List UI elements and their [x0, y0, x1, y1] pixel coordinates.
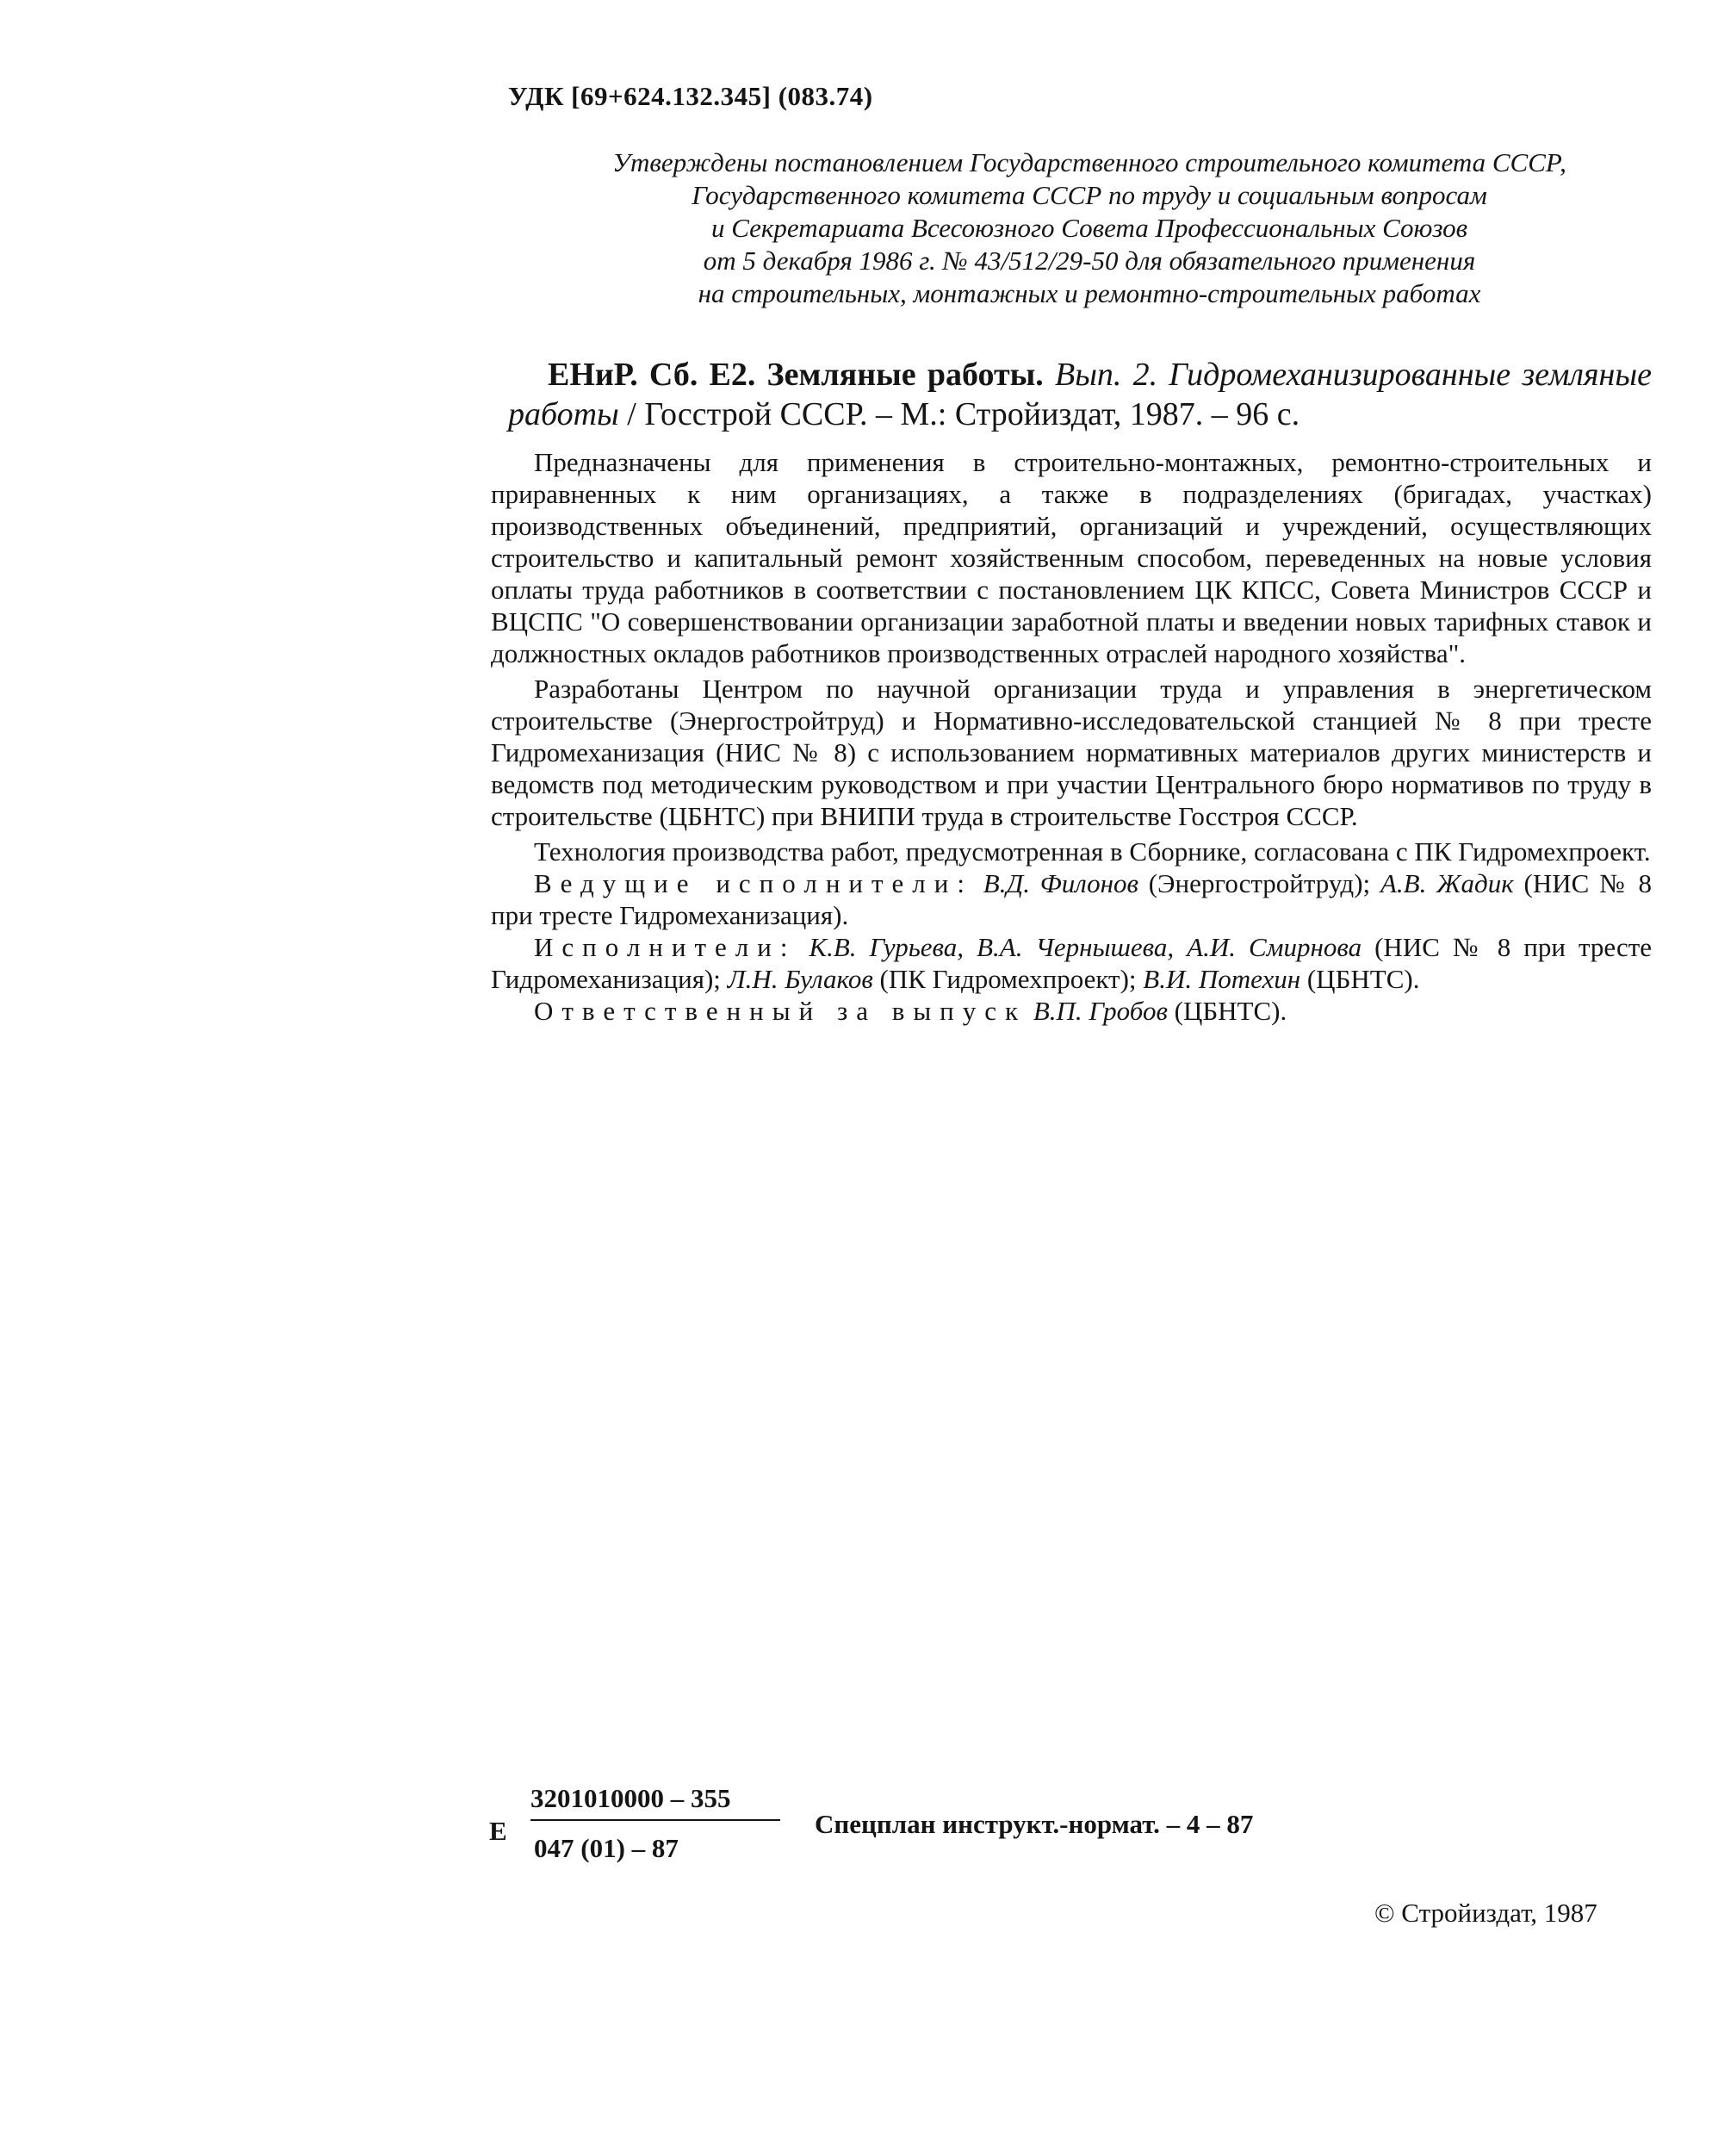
bibliographic-publisher: / Госстрой СССР. – М.: Стройиздат, 1987. – 96 с.	[627, 396, 1300, 432]
copyright-notice: © Стройиздат, 1987	[1374, 1898, 1597, 1928]
bibliographic-issue: Вып. 2. Гидромеханизированные земляные работы	[508, 357, 1653, 432]
executor-org: (НИС № 8 при тресте Гидромеханизация);	[491, 932, 1653, 994]
executors-paragraph	[491, 931, 1652, 995]
catalog-denominator: 047 (01) – 87	[534, 1833, 679, 1863]
executor-name: Л.Н. Булаков	[727, 964, 873, 994]
approval-statement	[517, 146, 1662, 310]
lead-executor-name: В.Д. Филонов	[983, 868, 1138, 898]
lead-executor-name: А.В. Жадик	[1380, 868, 1514, 898]
approval-line: и Секретариата Всесоюзного Совета Профессиональных Союзов	[710, 213, 1468, 243]
executor-names: К.В. Гурьева, В.А. Чернышева, А.И. Смирнова	[809, 932, 1362, 962]
technology-paragraph: Технология производства работ, предусмотренная в Сборнике, согласована с ПК Гидромехпроект.	[534, 836, 1651, 867]
approval-line: на строительных, монтажных и ремонтно-строительных работах	[698, 278, 1481, 308]
responsible-paragraph	[491, 995, 1652, 1027]
developers-paragraph: Разработаны Центром по научной организации труда и управления в энергетическом строительстве (Энергостройтруд) и Нормативно-исследовательской станцией № 8 при тресте Гидромеханизация (НИС № 8) с использованием нормативных материалов других министерств и ведомств под методическим руководством и при участии Центрального бюро нормативов по труду в строительстве (ЦБНТС) при ВНИПИ труда в строительстве Госстроя СССР.	[491, 674, 1652, 831]
responsible-org: (ЦБНТС).	[1174, 996, 1287, 1026]
approval-line: Утверждены постановлением Государственного строительного комитета СССР,	[612, 147, 1566, 177]
lead-executors-paragraph	[491, 867, 1652, 931]
catalog-numerator: 3201010000 – 355	[530, 1783, 780, 1821]
executor-name: В.И. Потехин	[1143, 964, 1301, 994]
catalog-letter: Е	[489, 1816, 507, 1846]
executor-org: (ЦБНТС).	[1306, 964, 1420, 994]
annotation-text	[491, 446, 1652, 1027]
lead-executor-org: (Энергостройтруд);	[1148, 868, 1371, 898]
responsible-name: В.П. Гробов	[1033, 996, 1168, 1026]
executor-org: (ПК Гидромехпроект);	[879, 964, 1137, 994]
catalog-plan: Спецплан инструкт.-нормат. – 4 – 87	[815, 1809, 1254, 1839]
lead-executor-org: (НИС № 8 при тресте Гидромеханизация).	[491, 868, 1653, 930]
purpose-paragraph: Предназначены для применения в строительно-монтажных, ремонтно-строительных и приравненных к ним организациях, а также в подразделениях (бригадах, участках) производственных объединений, предприятий, организаций и учреждений, осуществляющих строительство и капитальный ремонт хозяйственным способом, переведенных на новые условия оплаты труда работников в соответствии с постановлением ЦК КПСС, Совета Министров СССР и ВЦСПС "О совершенствовании организации заработной платы и введении новых тарифных ставок и должностных окладов работников производственных отраслей народного хозяйства".	[491, 447, 1652, 668]
bibliographic-record	[508, 355, 1652, 434]
approval-line: Государственного комитета СССР по труду и социальным вопросам	[692, 180, 1487, 210]
responsible-label: Ответственный за выпуск	[534, 996, 1027, 1026]
bibliographic-title: ЕНиР. Сб. Е2. Земляные работы.	[548, 357, 1044, 393]
approval-line: от 5 декабря 1986 г. № 43/512/29-50 для обязательного применения	[703, 245, 1476, 276]
executors-label: Исполнители:	[534, 932, 797, 962]
lead-executors-label: Ведущие исполнители:	[534, 868, 973, 898]
udk-code: УДК [69+624.132.345] (083.74)	[508, 81, 873, 111]
